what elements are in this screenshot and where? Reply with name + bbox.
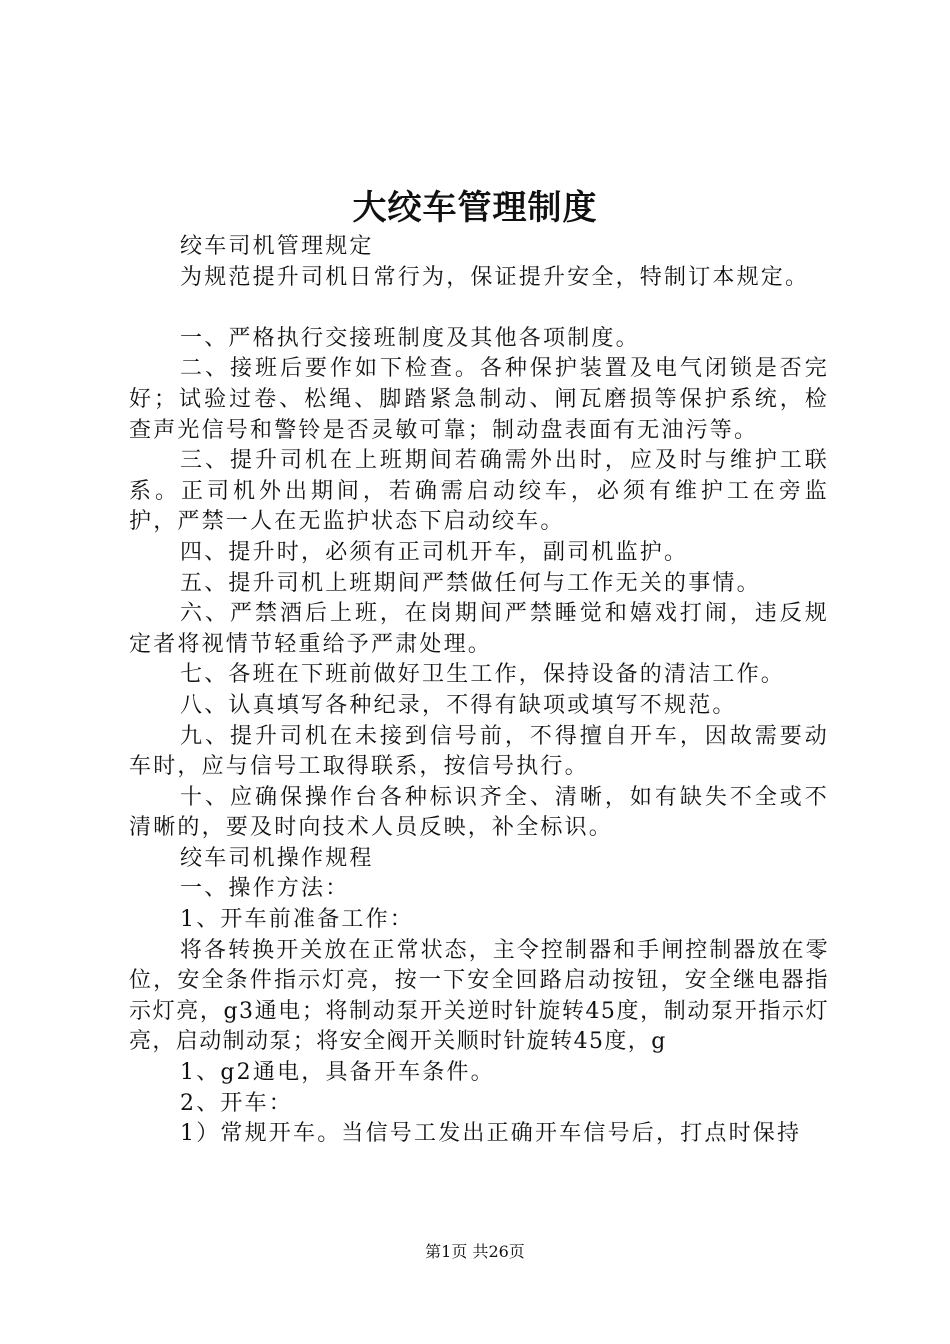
section-heading-operation-procedure: 绞车司机操作规程 <box>180 845 374 871</box>
rule-item-3: 三、提升司机在上班期间若确需外出时，应及时与维护工联系。正司机外出期间，若确需启动绞车，必须有维护工在旁监护，严禁一人在无监护状态下启动绞车。 <box>129 448 829 535</box>
subheading-pre-start-preparation: 1、开车前准备工作： <box>180 907 414 933</box>
rule-item-9: 九、提升司机在未接到信号前，不得擅自开车，因故需要动车时，应与信号工取得联系，按信号执行。 <box>129 723 829 780</box>
paragraph-normal-start: 1）常规开车。当信号工发出正确开车信号后，打点时保持 <box>180 1121 802 1147</box>
rule-item-10: 十、应确保操作台各种标识齐全、清晰，如有缺失不全或不清晰的，要及时向技术人员反映，补全标识。 <box>129 784 829 841</box>
rule-item-4: 四、提升时，必须有正司机开车，副司机监护。 <box>180 539 689 565</box>
paragraph-preparation-steps: 将各转换开关放在正常状态，主令控制器和手闸控制器放在零位，安全条件指示灯亮，按一下安全回路启动按钮，安全继电器指示灯亮，g3通电；将制动泵开关逆时针旋转45度，制动泵开指示灯亮，启动制动泵；将安全阀开关顺时针旋转45度，g <box>129 937 829 1055</box>
page-number-footer: 第1页 共26页 <box>425 1242 525 1261</box>
document-title: 大绞车管理制度 <box>352 188 598 228</box>
document-body <box>129 232 829 1150</box>
subheading-start: 2、开车： <box>180 1090 293 1116</box>
subheading-operation-method: 一、操作方法： <box>180 876 350 902</box>
rule-item-1: 一、严格执行交接班制度及其他各项制度。 <box>180 325 640 351</box>
paragraph-purpose: 为规范提升司机日常行为，保证提升安全，特制订本规定。 <box>180 264 810 290</box>
rule-item-2: 二、接班后要作如下检查。各种保护装置及电气闭锁是否完好；试验过卷、松绳、脚踏紧急制动、闸瓦磨损等保护系统，检查声光信号和警铃是否灵敏可靠；制动盘表面有无油污等。 <box>129 356 829 443</box>
blank-line <box>129 293 829 324</box>
rule-item-5: 五、提升司机上班期间严禁做任何与工作无关的事情。 <box>180 570 761 596</box>
section-heading-driver-rules: 绞车司机管理规定 <box>180 234 374 259</box>
rule-item-8: 八、认真填写各种纪录，不得有缺项或填写不规范。 <box>180 692 737 718</box>
rule-item-6: 六、严禁酒后上班，在岗期间严禁睡觉和嬉戏打闹，违反规定者将视情节轻重给予严肃处理。 <box>129 601 829 657</box>
rule-item-7: 七、各班在下班前做好卫生工作，保持设备的清洁工作。 <box>180 662 786 688</box>
paragraph-ready-condition: 1、g2通电，具备开车条件。 <box>180 1060 495 1086</box>
